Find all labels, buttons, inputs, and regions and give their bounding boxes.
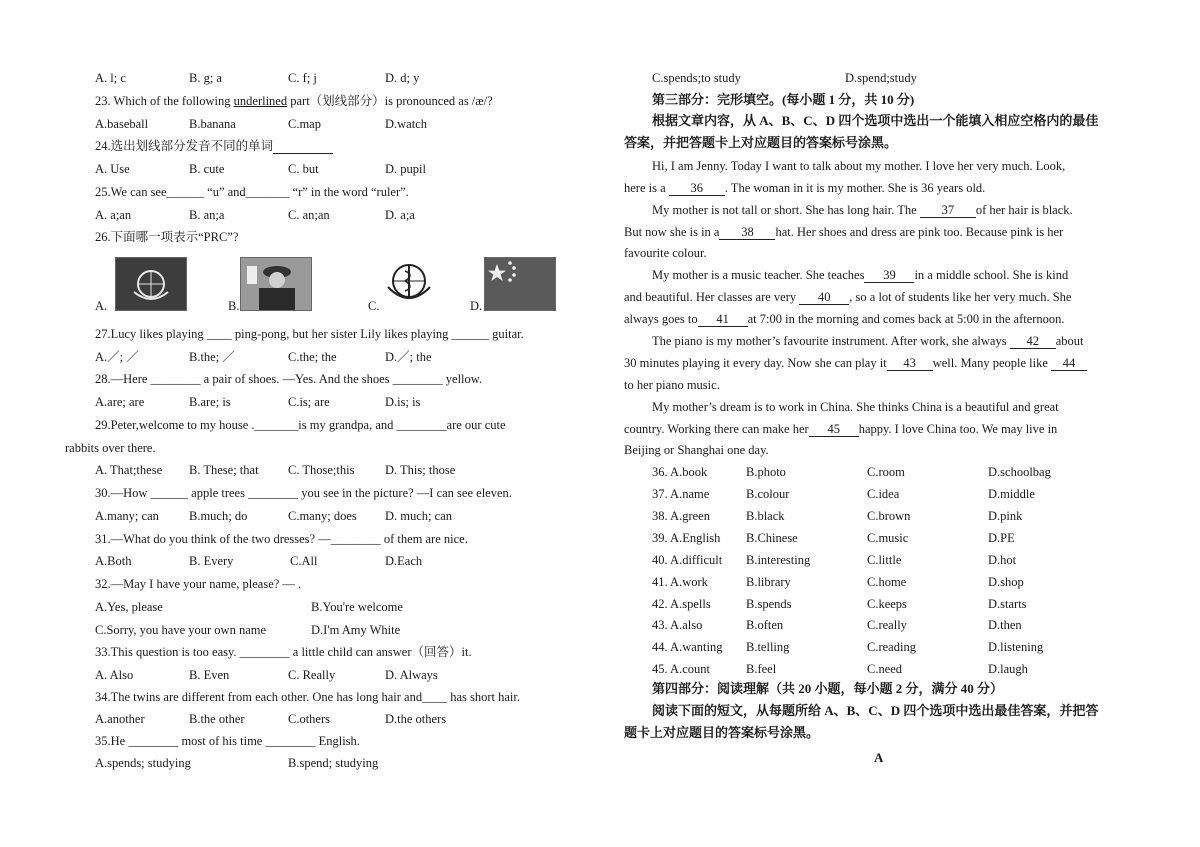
q25-option-d: D. a;a [385, 208, 415, 222]
blank-40: 40 [799, 291, 849, 305]
opt-45-d: D.laugh [988, 662, 1028, 676]
q31-option-b: B. Every [189, 554, 234, 568]
q32-option-b: B.You're welcome [311, 600, 403, 614]
opt-39-d: D.PE [988, 531, 1015, 545]
opt-39-a: 39. A.English [652, 531, 721, 545]
q29-option-c: C. Those;this [288, 463, 355, 477]
star-flag-icon [485, 258, 555, 310]
opt-40-d: D.hot [988, 553, 1017, 567]
un-emblem-icon [116, 258, 186, 310]
q26-label-b: B. [228, 299, 240, 313]
opt-41-c: C.home [867, 575, 907, 589]
q29-stem-cont: rabbits over there. [65, 441, 156, 455]
police-figure-icon [241, 258, 311, 310]
q24-stem: 24.选出划线部分发音不同的单词 [95, 138, 333, 154]
opt-36-c: C.room [867, 465, 905, 479]
section-a-heading: A [874, 750, 884, 765]
q33-option-a: A. Also [95, 668, 134, 682]
passage-p3-line1: My mother is a music teacher. She teaches 39 in a middle school. She is kind [652, 268, 1069, 282]
opt-44-b: B.telling [746, 640, 790, 654]
q22-option-d: D. d; y [385, 71, 420, 85]
opt-42-c: C.keeps [867, 597, 907, 611]
opt-43-b: B.often [746, 618, 784, 632]
part3-title: 第三部分：完形填空。(每小题 1 分，共 10 分) [652, 92, 915, 107]
q24-option-c: C. but [288, 162, 319, 176]
passage-p5-line2: country. Working there can make her 45 happy. I love China too. We may live in [624, 422, 1058, 436]
q29-stem: 29.Peter,welcome to my house ._______is my grandpa, and ________are our cute [95, 418, 506, 432]
police-photo-image [240, 257, 312, 311]
q33-stem: 33.This question is too easy. ________ a little child can answer（回答）it. [95, 645, 472, 659]
q22-option-a: A. l; c [95, 71, 126, 85]
opt-37-b: B.colour [746, 487, 790, 501]
opt-40-a: 40. A.difficult [652, 553, 723, 567]
q33-option-b: B. Even [189, 668, 230, 682]
q23-option-c: C.map [288, 117, 321, 131]
q28-option-a: A.are; are [95, 395, 145, 409]
q23-option-b: B.banana [189, 117, 236, 131]
q35-stem: 35.He ________ most of his time ________ English. [95, 734, 360, 748]
opt-41-d: D.shop [988, 575, 1024, 589]
who-emblem-icon [380, 257, 438, 309]
opt-40-c: C.little [867, 553, 902, 567]
q27-option-c: C.the; the [288, 350, 337, 364]
blank-38: 38 [719, 226, 775, 240]
opt-38-d: D.pink [988, 509, 1023, 523]
q27-option-b: B.the; ／ [189, 350, 235, 364]
q28-stem: 28.—Here ________ a pair of shoes. —Yes. And the shoes ________ yellow. [95, 372, 483, 386]
passage-p4-line2: 30 minutes playing it every day. Now she can play it 43 well. Many people like 44 [624, 355, 1087, 371]
q29-option-a: A. That;these [95, 463, 163, 477]
passage-p5-line1: My mother’s dream is to work in China. She thinks China is a beautiful and great [652, 400, 1059, 414]
q30-option-c: C.many; does [288, 509, 357, 523]
q29-option-b: B. These; that [189, 463, 259, 477]
opt-41-b: B.library [746, 575, 791, 589]
opt-42-b: B.spends [746, 597, 792, 611]
q35-option-c: C.spends;to study [652, 71, 741, 85]
opt-36-d: D.schoolbag [988, 465, 1051, 479]
opt-43-a: 43. A.also [652, 618, 703, 632]
q30-option-d: D. much; can [385, 509, 452, 523]
q30-option-a: A.many; can [95, 509, 159, 523]
q31-option-a: A.Both [95, 554, 132, 568]
q23-option-d: D.watch [385, 117, 427, 131]
blank-39: 39 [864, 269, 914, 283]
opt-41-a: 41. A.work [652, 575, 708, 589]
opt-42-d: D.starts [988, 597, 1027, 611]
passage-p4-line3: to her piano music. [624, 378, 720, 392]
passage-p3-line3: always goes to 41 at 7:00 in the morning and comes back at 5:00 in the afternoon. [624, 312, 1065, 326]
part4-instruction-1: 阅读下面的短文，从每题所给 A、B、C、D 四个选项中选出最佳答案，并把答 [652, 703, 1099, 718]
q31-stem: 31.—What do you think of the two dresses? —________ of them are nice. [95, 532, 468, 546]
q25-option-b: B. an;a [189, 208, 225, 222]
china-flag-image [484, 257, 556, 311]
un-flag-image [115, 257, 187, 311]
q32-option-a: A.Yes, please [95, 600, 163, 614]
q26-label-d: D. [470, 299, 483, 313]
q27-stem: 27.Lucy likes playing ____ ping-pong, but her sister Lily likes playing ______ guitar. [95, 327, 524, 341]
blank-37: 37 [920, 204, 976, 218]
opt-43-d: D.then [988, 618, 1022, 632]
opt-38-b: B.black [746, 509, 785, 523]
q30-option-b: B.much; do [189, 509, 248, 523]
part3-instruction-2: 答案，并把答题卡上对应题目的答案标号涂黑。 [624, 135, 898, 150]
q25-option-a: A. a;an [95, 208, 132, 222]
opt-45-a: 45. A.count [652, 662, 710, 676]
q27-option-d: D.／; the [385, 350, 432, 364]
opt-38-c: C.brown [867, 509, 911, 523]
opt-45-b: B.feel [746, 662, 777, 676]
q24-option-a: A. Use [95, 162, 130, 176]
opt-39-b: B.Chinese [746, 531, 798, 545]
q32-option-d: D.I'm Amy White [311, 623, 401, 637]
opt-45-c: C.need [867, 662, 903, 676]
q23-option-a: A.baseball [95, 117, 149, 131]
q33-option-c: C. Really [288, 668, 336, 682]
passage-p3-line2: and beautiful. Her classes are very 40 , so a lot of students like her very much. She [624, 290, 1072, 304]
opt-44-c: C.reading [867, 640, 916, 654]
q27-option-a: A.／; ／ [95, 350, 139, 364]
blank-41: 41 [698, 313, 748, 327]
q28-option-b: B.are; is [189, 395, 231, 409]
blank-43: 43 [887, 357, 933, 371]
q26-label-a: A. [95, 299, 108, 313]
q26-label-c: C. [368, 299, 380, 313]
q34-option-c: C.others [288, 712, 331, 726]
blank-45: 45 [809, 423, 859, 437]
passage-p2-line2: But now she is in a 38 hat. Her shoes and dress are pink too. Because pink is her [624, 225, 1064, 239]
q28-option-c: C.is; are [288, 395, 330, 409]
opt-39-c: C.music [867, 531, 909, 545]
passage-p2-line1: My mother is not tall or short. She has long hair. The 37 of her hair is black. [652, 203, 1073, 217]
part4-title: 第四部分：阅读理解（共 20 小题，每小题 2 分，满分 40 分） [652, 681, 1004, 696]
opt-37-d: D.middle [988, 487, 1035, 501]
blank-42: 42 [1010, 335, 1056, 349]
part3-instruction-1: 根据文章内容，从 A、B、C、D 四个选项中选出一个能填入相应空格内的最佳 [652, 113, 1099, 128]
q32-option-c: C.Sorry, you have your own name [95, 623, 267, 637]
who-emblem-image [380, 257, 438, 309]
passage-p1-line2: here is a 36 . The woman in it is my mother. She is 36 years old. [624, 181, 986, 195]
passage-p2-line3: favourite colour. [624, 246, 707, 260]
blank-36: 36 [669, 182, 725, 196]
part4-instruction-2: 题卡上对应题目的答案标号涂黑。 [624, 725, 820, 740]
q25-stem: 25.We can see______ “u” and_______ “r” in the word “ruler”. [95, 185, 409, 199]
q35-option-a: A.spends; studying [95, 756, 191, 770]
q34-stem: 34.The twins are different from each other. One has long hair and____ has short hair. [95, 690, 520, 704]
q25-option-c: C. an;an [288, 208, 330, 222]
q31-option-c: C.All [290, 554, 318, 568]
q34-option-a: A.another [95, 712, 145, 726]
q24-option-d: D. pupil [385, 162, 426, 176]
opt-36-a: 36. A.book [652, 465, 708, 479]
q35-option-b: B.spend; studying [288, 756, 379, 770]
q33-option-d: D. Always [385, 668, 438, 682]
q22-option-b: B. g; a [189, 71, 222, 85]
q31-option-d: D.Each [385, 554, 423, 568]
blank-44: 44 [1051, 357, 1087, 371]
opt-40-b: B.interesting [746, 553, 811, 567]
opt-44-a: 44. A.wanting [652, 640, 723, 654]
q34-option-d: D.the others [385, 712, 447, 726]
opt-36-b: B.photo [746, 465, 786, 479]
opt-44-d: D.listening [988, 640, 1044, 654]
q24-option-b: B. cute [189, 162, 225, 176]
q34-option-b: B.the other [189, 712, 245, 726]
opt-37-c: C.idea [867, 487, 900, 501]
opt-43-c: C.really [867, 618, 907, 632]
q23-stem: 23. Which of the following underlined part（划线部分）is pronounced as /æ/? [95, 94, 493, 108]
q26-stem: 26.下面哪一项表示“PRC”? [95, 230, 239, 244]
q22-option-c: C. f; j [288, 71, 317, 85]
opt-42-a: 42. A.spells [652, 597, 711, 611]
passage-p5-line3: Beijing or Shanghai one day. [624, 443, 769, 457]
passage-p1-line1: Hi, I am Jenny. Today I want to talk about my mother. I love her very much. Look, [652, 159, 1066, 173]
q29-option-d: D. This; those [385, 463, 456, 477]
q32-stem: 32.—May I have your name, please? — . [95, 577, 302, 591]
q28-option-d: D.is; is [385, 395, 421, 409]
opt-37-a: 37. A.name [652, 487, 710, 501]
q35-option-d: D.spend;study [845, 71, 917, 85]
q30-stem: 30.—How ______ apple trees ________ you see in the picture? —I can see eleven. [95, 486, 512, 500]
opt-38-a: 38. A.green [652, 509, 710, 523]
passage-p4-line1: The piano is my mother’s favourite instrument. After work, she always 42 about [652, 334, 1084, 348]
